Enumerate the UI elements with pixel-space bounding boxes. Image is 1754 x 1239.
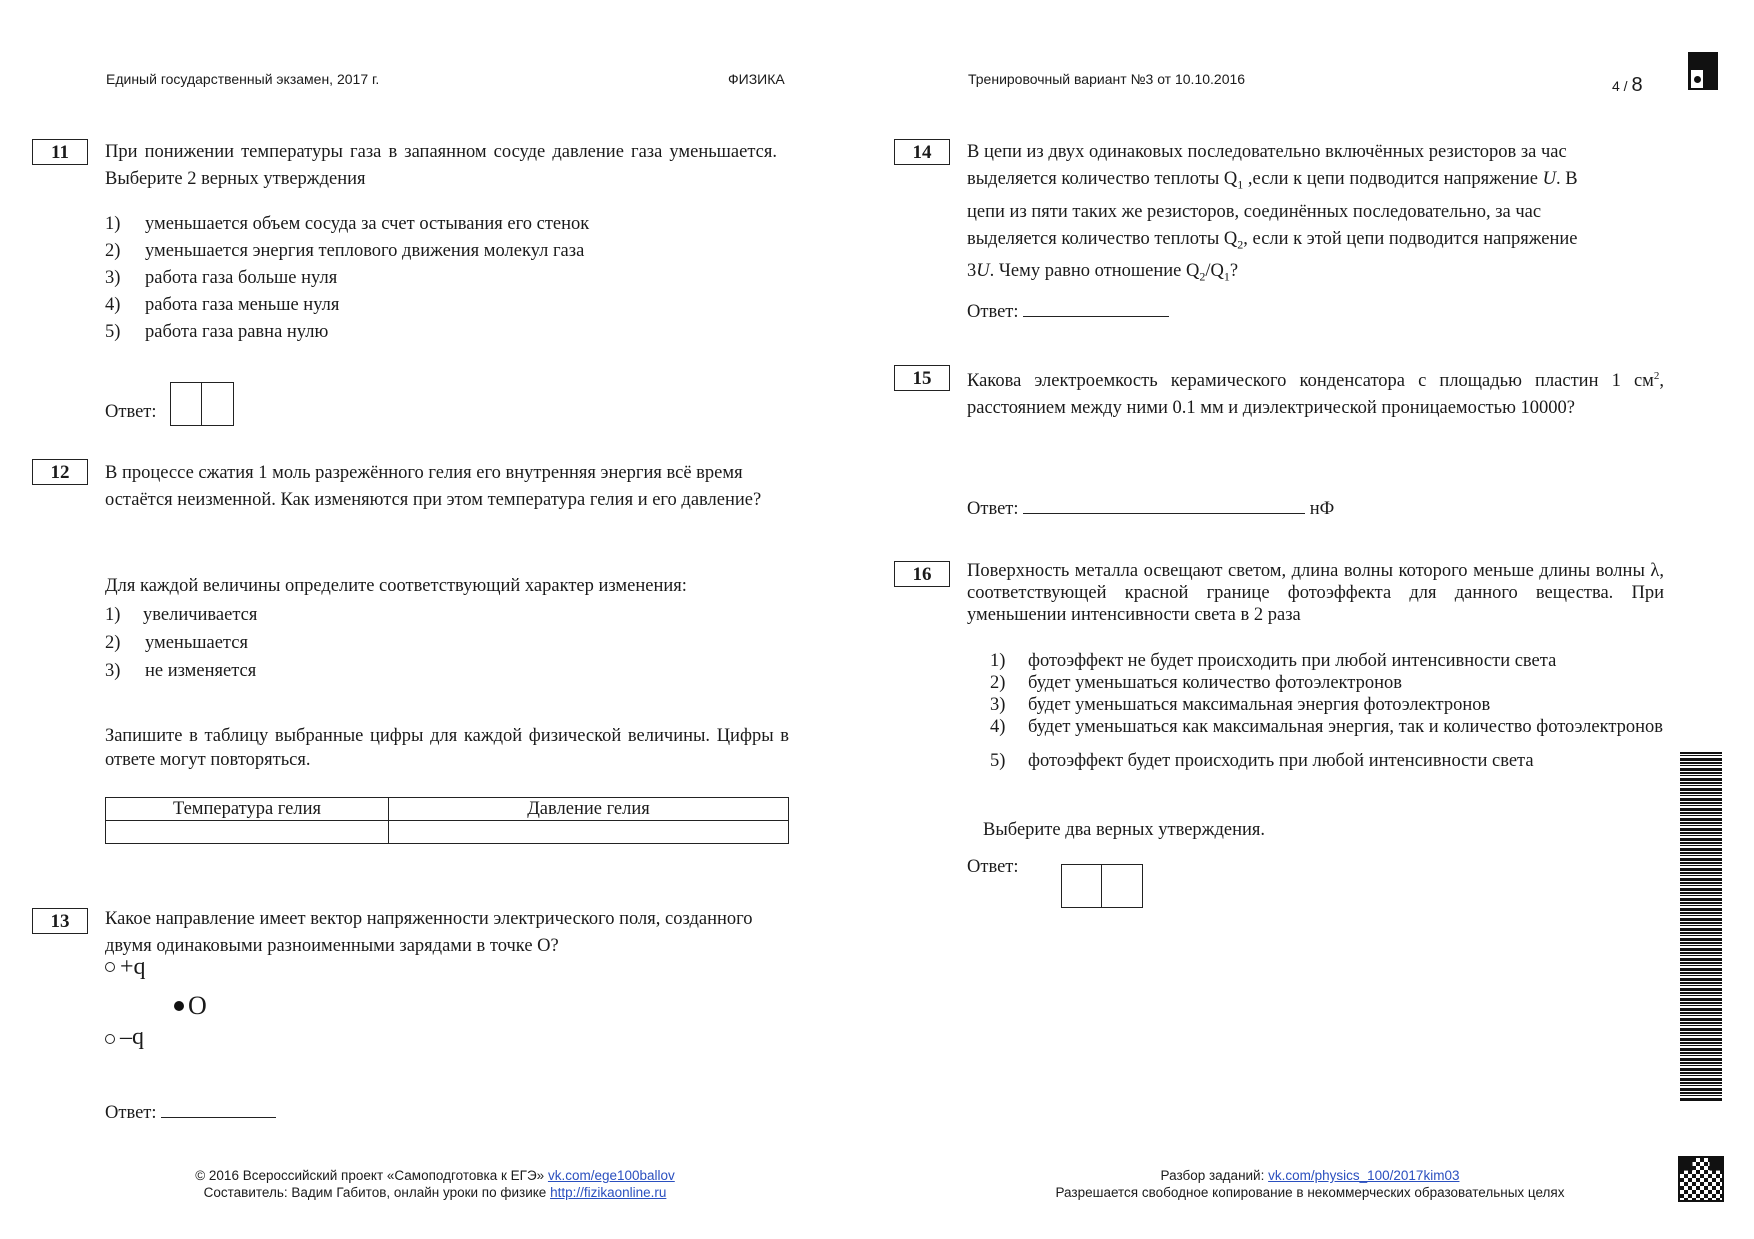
header-exam-title: Единый государственный экзамен, 2017 г. xyxy=(106,71,380,87)
q14-answer-label: Ответ: xyxy=(967,302,1019,322)
q11-options xyxy=(105,211,589,346)
question-number-13: 13 xyxy=(32,908,88,934)
list-item: 2) будет уменьшаться количество фотоэлектронов xyxy=(990,673,1402,693)
question-number-11: 11 xyxy=(32,139,88,165)
q15-answer-row xyxy=(967,495,1334,523)
answer-cell[interactable] xyxy=(170,382,202,426)
header-variant: Тренировочный вариант №3 от 10.10.2016 xyxy=(968,71,1246,87)
corner-marker-icon xyxy=(1688,52,1718,90)
q16-answer-label: Ответ: xyxy=(967,857,1019,877)
q16-instruction: Выберите два верных утверждения. xyxy=(983,820,1266,840)
q13-text: Какое направление имеет вектор напряженности электрического поля, созданного двумя одинаковыми разноименными зарядами в точке О? xyxy=(105,909,753,956)
table-header: Давление гелия xyxy=(389,798,789,821)
q12-answer-table xyxy=(105,797,789,844)
page-number xyxy=(1612,74,1643,97)
header-subject: ФИЗИКА xyxy=(728,71,785,87)
list-item: 5) работа газа равна нулю xyxy=(105,322,329,342)
question-number-14: 14 xyxy=(894,139,950,165)
q15-answer-field[interactable] xyxy=(1023,495,1305,514)
answer-cell-pressure[interactable] xyxy=(389,821,789,844)
answer-cell[interactable] xyxy=(1102,864,1143,908)
answer-cell[interactable] xyxy=(202,382,234,426)
barcode-icon xyxy=(1680,752,1722,1102)
page-current: 4 xyxy=(1612,78,1620,94)
list-item: 4) будет уменьшаться как максимальная энергия, так и количество фотоэлектронов xyxy=(990,717,1664,737)
q14-answer-row xyxy=(967,298,1169,326)
page-separator: / xyxy=(1619,78,1632,94)
q12-instruction: Для каждой величины определите соответствующий характер изменения: xyxy=(105,576,687,596)
list-item: 1) увеличивается xyxy=(105,605,258,625)
footer-link-vk-ege[interactable]: vk.com/ege100ballov xyxy=(547,1168,675,1183)
list-item: 3) будет уменьшаться максимальная энергия фотоэлектронов xyxy=(990,695,1491,715)
answer-cell-temperature[interactable] xyxy=(106,821,389,844)
q15-unit: нФ xyxy=(1309,499,1335,519)
footer-link-vk-physics[interactable]: vk.com/physics_100/2017kim03 xyxy=(1268,1168,1460,1183)
list-item: 5) фотоэффект будет происходить при любой интенсивности света xyxy=(990,751,1534,771)
q12-text: В процессе сжатия 1 моль разрежённого гелия его внутренняя энергия всё время остаётся неизменной. Как изменяются при этом температура гелия и его давление? xyxy=(105,463,762,510)
q11-answer-label: Ответ: xyxy=(105,402,157,422)
q13-answer-label: Ответ: xyxy=(105,1103,157,1123)
q13-answer-field[interactable] xyxy=(161,1099,276,1118)
q11-answer-boxes[interactable] xyxy=(170,382,234,426)
footer-right: Разбор заданий: vk.com/physics_100/2017kim03 Разрешается свободное копирование в некоммерческих образовательных целях xyxy=(1055,1168,1565,1200)
list-item: 2) уменьшается энергия теплового движения молекул газа xyxy=(105,241,585,261)
list-item: 3) работа газа больше нуля xyxy=(105,268,338,288)
list-item: 3) не изменяется xyxy=(105,661,257,681)
charge-negative-label: –q xyxy=(120,1024,144,1050)
q12-options xyxy=(105,601,257,685)
footer-left: © 2016 Всероссийский проект «Самоподготовка к ЕГЭ» vk.com/ege100ballov Составитель: Вадим Габитов, онлайн уроки по физике http://fizikaonline.ru xyxy=(195,1168,675,1200)
question-number-15: 15 xyxy=(894,365,950,391)
table-header: Температура гелия xyxy=(106,798,389,821)
q14-text: В цепи из двух одинаковых последовательно включённых резисторов за час выделяется количество теплоты $Q_1$ ,если к цепи подводится напряжение U. В цепи из пяти таких же резисторов, соединённых последовательно, за час выделяется количество теплоты $Q_2$, если к этой цепи подводится напряжение 3U. Чему равно отношение $Q_2/Q_1$? xyxy=(967,142,1578,285)
q14-answer-field[interactable] xyxy=(1023,298,1169,317)
q12-note: Запишите в таблицу выбранные цифры для каждой физической величины. Цифры в ответе могут повторяться. xyxy=(105,726,789,770)
q16-answer-boxes[interactable] xyxy=(1061,864,1143,908)
answer-cell[interactable] xyxy=(1061,864,1102,908)
q16-text: Поверхность металла освещают светом, длина волны которого меньше длины волны λ, соответствующей красной границе фотоэффекта для данного вещества. При уменьшении интенсивности света в 2 раза xyxy=(967,561,1664,625)
point-o-icon xyxy=(174,1001,184,1011)
q15-text: Какова электроемкость керамического конденсатора с площадью пластин 1 $см^2$, расстоянием между ними 0.1 мм и диэлектрической проницаемостью 10000? xyxy=(967,370,1664,419)
footer-link-fizikaonline[interactable]: http://fizikaonline.ru xyxy=(550,1185,667,1200)
list-item: 4) работа газа меньше нуля xyxy=(105,295,340,315)
list-item: 2) уменьшается xyxy=(105,633,248,653)
list-item: 1) уменьшается объем сосуда за счет остывания его стенок xyxy=(105,214,590,234)
q15-answer-label: Ответ: xyxy=(967,499,1019,519)
charge-positive-label: +q xyxy=(120,954,146,980)
qr-code-icon xyxy=(1678,1156,1724,1202)
list-item: 1) фотоэффект не будет происходить при любой интенсивности света xyxy=(990,651,1557,671)
positive-charge-icon xyxy=(105,962,115,972)
question-number-16: 16 xyxy=(894,561,950,587)
q16-options xyxy=(990,650,1664,772)
negative-charge-icon xyxy=(105,1034,115,1044)
question-number-12: 12 xyxy=(32,459,88,485)
point-o-label: O xyxy=(188,991,207,1020)
q13-answer-row xyxy=(105,1099,276,1127)
page-total: 8 xyxy=(1631,74,1643,96)
q11-text: При понижении температуры газа в запаянном сосуде давление газа уменьшается. Выберите 2 верных утверждения xyxy=(105,142,777,189)
